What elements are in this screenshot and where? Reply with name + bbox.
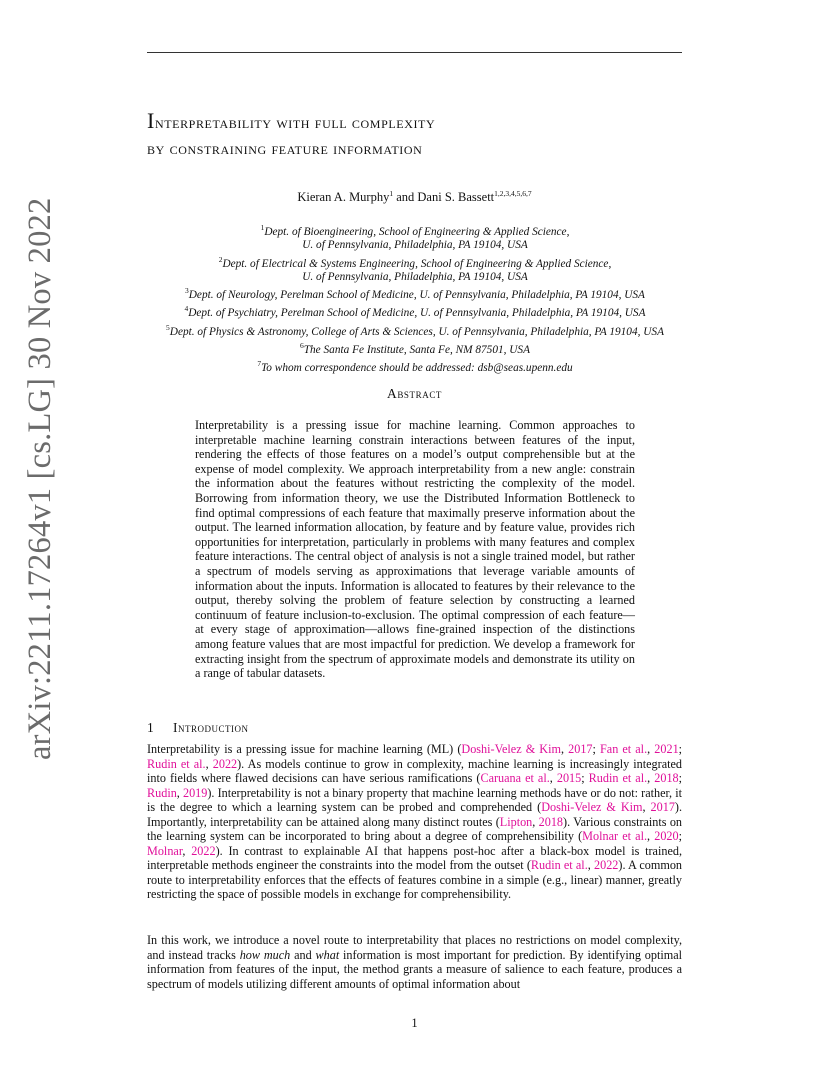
affiliation-text: Dept. of Electrical & Systems Engineering, School of Engineering & Applied Science,	[222, 257, 612, 270]
page-number: 1	[411, 1016, 418, 1030]
affiliation-mark: 6	[300, 340, 304, 350]
affiliation-line	[130, 302, 700, 320]
citation-link[interactable]: 2019	[182, 785, 208, 800]
affiliation-text: The Santa Fe Institute, Santa Fe, NM 87501, USA	[303, 343, 530, 356]
citation-link[interactable]: 2021	[654, 742, 679, 756]
affiliation-text: Dept. of Psychiatry, Perelman School of Medicine, U. of Pennsylvania, Philadelphia, PA 19104, USA	[188, 307, 646, 320]
affiliation-text: Dept. of Bioengineering, School of Engineering & Applied Science,	[264, 225, 570, 238]
abstract-heading: Abstract	[386, 386, 443, 401]
affiliations	[130, 221, 700, 375]
citation-link[interactable]: Fan et al.	[600, 742, 648, 756]
affiliation-line	[130, 271, 700, 284]
citation-link[interactable]: Molnar	[147, 843, 183, 858]
affiliation-mark: 3	[185, 286, 189, 296]
affiliation-mark: 5	[166, 322, 170, 332]
citation-link[interactable]: 2017	[568, 742, 593, 756]
affiliation-mark: 1	[260, 223, 265, 232]
citation-link[interactable]: Rudin et al.	[530, 858, 588, 873]
arxiv-identifier-stamp: arXiv:2211.17264v1 [cs.LG] 30 Nov 2022	[22, 197, 58, 760]
emphasized-text: how much	[239, 947, 291, 962]
title-line-1	[147, 108, 687, 136]
title-line-2: by constraining feature information	[147, 139, 423, 158]
abstract-text: Interpretability is a pressing issue for machine learning. Common approaches to interpretable machine learning constrain interactions between features of the input, rendering the effects of those features on a model’s output comprehensible but at the expense of model complexity. We approach interpretability from a new angle: constrain the information about the features without restricting the complexity of the model. Borrowing from information theory, we use the Distributed Information Bottleneck to find optimal compressions of each feature that maximally preserve information about the output. The learned information allocation, by feature and by feature value, provides rich opportunities for interpretation, particularly in problems with many features and complex feature interactions. The central object of analysis is not a single trained model, but rather a spectrum of models serving as approximations that leverage variable amounts of information about the inputs. Information is allocated to features by their relevance to the output, thereby solving the problem of feature selection by constructing a learned continuum of feature inclusion-to-exclusion. The optimal compression of each feature—at every stage of approximation—allows fine-grained inspection of the distinctions among feature values that are most impactful for prediction. We develop a framework for extracting insight from the spectrum of approximate models and demonstrate its utility on a range of tabular datasets.	[195, 418, 635, 681]
affiliation-line	[130, 253, 700, 271]
citation-link[interactable]: Rudin et al.	[147, 756, 206, 771]
intro-paragraph-2: In this work, we introduce a novel route to interpretability that places no restrictions on model complexity, and instead tracks how much and what information is most important for prediction. By identifying optimal information from features of the input, the method grants a measure of salience to each feature, produces a spectrum of models utilizing different amounts of optimal information about	[147, 933, 682, 991]
citation-link[interactable]: 2020	[654, 829, 679, 844]
author-affiliation-marks: 1,2,3,4,5,6,7	[494, 189, 532, 198]
affiliation-mark: 4	[184, 304, 189, 314]
author-affiliation-marks: 1	[389, 189, 394, 198]
citation-link[interactable]: 2022	[191, 843, 216, 858]
affiliation-line	[130, 284, 700, 302]
citation-link[interactable]: Doshi-Velez & Kim	[461, 742, 561, 756]
citation-link[interactable]: 2022	[212, 756, 238, 771]
intro-paragraph-1: Interpretability is a pressing issue for machine learning (ML) (Doshi-Velez & Kim, 2017; Fan et al., 2021; Rudin et al., 2022). As models continue to grow in complexity, machine learning is increasingly integrated into fields where flawed decisions can have serious ramifications (Caruana et al., 2015; Rudin et al., 2018; Rudin, 2019). Interpretability is not a binary property that machine learning methods have or do not: rather, it is the degree to which a learning system can be probed and comprehended (Doshi-Velez & Kim, 2017). Importantly, interpretability can be attained along many distinct routes (Lipton, 2018). Various constraints on the learning system can be incorporated to bring about a degree of comprehensibility (Molnar et al., 2020; Molnar, 2022). In contrast to explainable AI that happens post-hoc after a black-box model is trained, interpretable methods engineer the constraints into the model from the outset (Rudin et al., 2022). A common route to interpretability enforces that the effects of features combine in a simple (e.g., linear) manner, greatly restricting the space of possible models in exchange for comprehensibility.	[147, 742, 683, 902]
author-list	[147, 189, 682, 205]
affiliation-line	[130, 339, 700, 357]
citation-link[interactable]: 2015	[556, 771, 582, 786]
citation-link[interactable]: Rudin	[147, 785, 177, 800]
affiliation-line	[130, 239, 700, 252]
citation-link[interactable]: 2018	[538, 814, 564, 829]
author-conjunction: and	[393, 190, 418, 205]
section-number: 1	[147, 720, 155, 735]
author-name: Kieran A. Murphy	[297, 190, 390, 205]
affiliation-line	[130, 221, 700, 239]
citation-link[interactable]: Lipton	[499, 814, 533, 829]
affiliation-text: U. of Pennsylvania, Philadelphia, PA 19104, USA	[302, 270, 528, 283]
citation-link[interactable]: Caruana et al.	[480, 771, 550, 786]
citation-link[interactable]: 2022	[594, 858, 619, 873]
affiliation-text: Dept. of Physics & Astronomy, College of Arts & Sciences, U. of Pennsylvania, Philadelphia, PA 19104, USA	[169, 325, 664, 338]
citation-link[interactable]: Molnar et al.	[582, 829, 648, 844]
title-line-1-rest: nterpretability with full complexity	[154, 113, 436, 132]
affiliation-text: Dept. of Neurology, Perelman School of Medicine, U. of Pennsylvania, Philadelphia, PA 19104, USA	[188, 288, 645, 301]
citation-link[interactable]: Rudin et al.	[588, 771, 648, 786]
affiliation-line	[130, 357, 700, 375]
citation-link[interactable]: 2018	[654, 771, 679, 786]
title-initial: I	[147, 108, 155, 133]
affiliation-text: To whom correspondence should be addressed: dsb@seas.upenn.edu	[261, 361, 573, 374]
affiliation-mark: 7	[257, 358, 262, 368]
paper-title	[147, 108, 687, 162]
affiliation-mark: 2	[218, 254, 223, 264]
emphasized-text: what	[315, 947, 340, 962]
section-title: Introduction	[173, 720, 249, 735]
affiliation-text: U. of Pennsylvania, Philadelphia, PA 19104, USA	[302, 239, 528, 252]
top-rule	[147, 52, 682, 53]
affiliation-line	[130, 321, 700, 339]
section-heading	[147, 720, 249, 736]
author-name: Dani S. Bassett	[417, 190, 495, 205]
citation-link[interactable]: Doshi-Velez & Kim	[541, 800, 643, 815]
citation-link[interactable]: 2017	[650, 800, 675, 815]
